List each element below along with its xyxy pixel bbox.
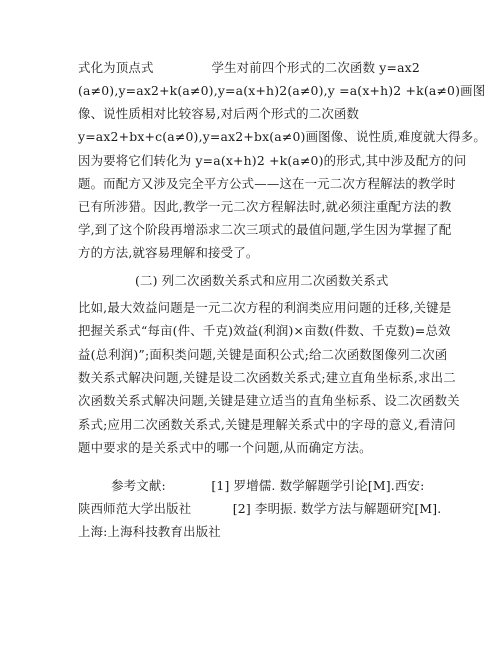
paragraph-line: 学,到了这个阶段再增添求二次三项式的最值问题,学生因为掌握了配 [78, 222, 452, 237]
reference-line: 上海:上海科技教育出版社 [78, 524, 221, 539]
paragraph-line: 像、说性质相对比较容易,对后两个形式的二次函数 [78, 106, 360, 121]
paragraph-line: 题。而配方又涉及完全平方公式——这在一元二次方程解法的教学时 [78, 176, 456, 191]
reference-line: 陕西师范大学出版社 [2] 李明振. 数学方法与解题研究[M]. [78, 501, 442, 516]
paragraph-line: 次函数关系式解决问题,关键是建立适当的直角坐标系、设二次函数关 [78, 393, 460, 408]
paragraph-line: 系式;应用二次函数关系式,关键是理解关系式中的字母的意义,看清问 [78, 417, 456, 432]
paragraph-line: 比如,最大效益问题是一元二次方程的利润类应用问题的迁移,关键是 [78, 300, 452, 315]
paragraph-line: (a≠0),y=ax2+k(a≠0),y=a(x+h)2(a≠0),y =a(x+h)2 +k(a≠0)画图 [78, 83, 486, 98]
paragraph-line: 已有所涉猎。因此,教学一元二次方程解法时,就必须注重配方法的教 [78, 199, 452, 214]
paragraph-line: 题中要求的是关系式中的哪一个问题,从而确定方法。 [78, 440, 372, 455]
paragraph-line: 因为要将它们转化为 y=a(x+h)2 +k(a≠0)的形式,其中涉及配方的问 [78, 153, 467, 168]
paragraph-line: y=ax2+bx+c(a≠0),y=ax2+bx(a≠0)画图像、说性质,难度就大得多。 [78, 129, 486, 144]
paragraph-line: 益(总利润)”;面积类问题,关键是面积公式;给二次函数图像列二次函 [78, 347, 448, 362]
paragraph-line: 式化为顶点式 学生对前四个形式的二次函数 y=ax2 [78, 60, 420, 75]
paragraph-line: 方的方法,就容易理解和接受了。 [78, 245, 259, 260]
section-heading: (二) 列二次函数关系式和应用二次函数关系式 [135, 273, 389, 288]
reference-line: 参考文献: [1] 罗增儒. 数学解题学引论[M].西安: [78, 478, 425, 493]
paragraph-line: 把握关系式“每亩(件、千克)效益(利润)×亩数(件数、千克数)=总效 [78, 323, 451, 338]
paragraph-line: 数关系式解决问题,关键是设二次函数关系式;建立直角坐标系,求出二 [78, 370, 456, 385]
